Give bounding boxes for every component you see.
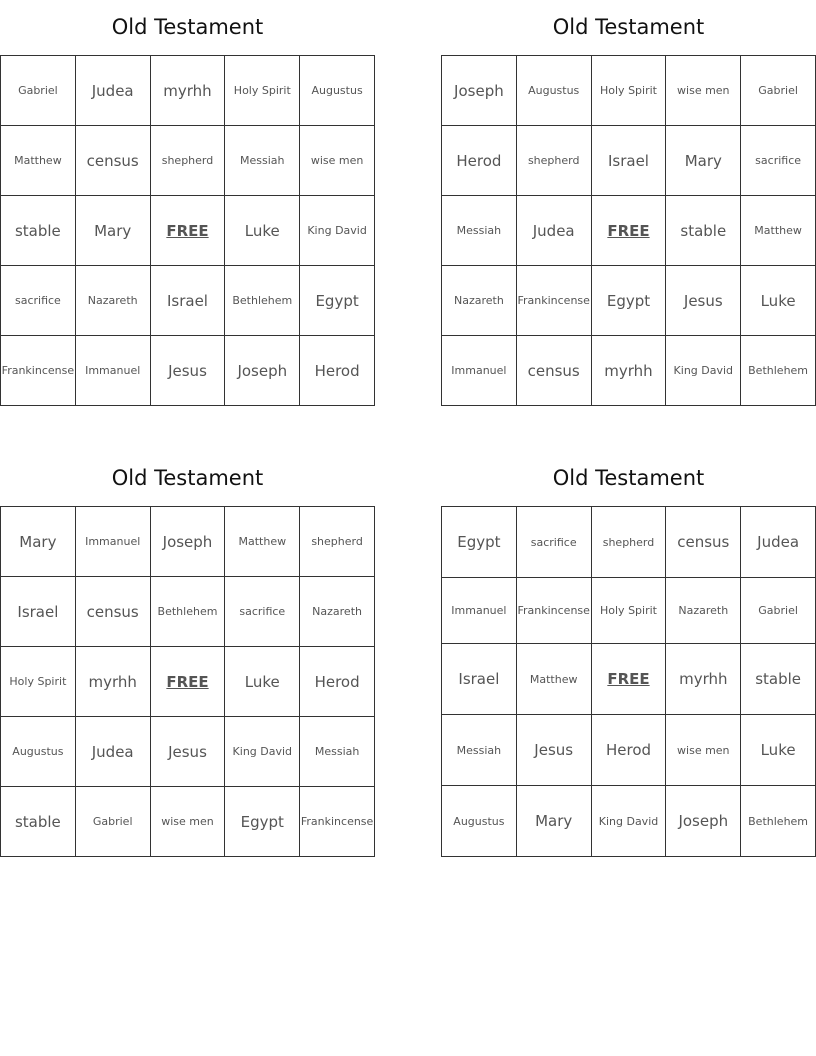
bingo-cell: sacrifice (741, 126, 816, 196)
bingo-cell: Matthew (225, 507, 300, 577)
bingo-cell: Luke (225, 196, 300, 266)
bingo-cell: stable (666, 196, 741, 266)
bingo-cell: Matthew (741, 196, 816, 266)
bingo-cell: stable (1, 787, 76, 857)
bingo-cell: Egypt (300, 266, 375, 336)
bingo-cell: Mary (517, 786, 592, 857)
bingo-cell: Jesus (517, 715, 592, 786)
bingo-cell: Mary (1, 507, 76, 577)
bingo-card-4 (441, 451, 816, 857)
bingo-cell: sacrifice (225, 577, 300, 647)
bingo-cell: myrhh (666, 644, 741, 715)
bingo-cell: shepherd (151, 126, 226, 196)
bingo-cell: Frankincense (517, 578, 592, 644)
bingo-cell: sacrifice (1, 266, 76, 336)
bingo-cell: Mary (666, 126, 741, 196)
bingo-cell: Joseph (442, 56, 517, 126)
bingo-cell: Gabriel (741, 56, 816, 126)
bingo-cell: Holy Spirit (225, 56, 300, 126)
bingo-cell: Israel (442, 644, 517, 715)
bingo-cell: Messiah (442, 715, 517, 786)
card-title: Old Testament (111, 15, 264, 39)
bingo-cell: Matthew (517, 644, 592, 715)
bingo-grid (0, 506, 375, 857)
bingo-cell: Matthew (1, 126, 76, 196)
free-space: FREE (592, 644, 667, 715)
bingo-cell: wise men (300, 126, 375, 196)
bingo-cell: Joseph (666, 786, 741, 857)
bingo-cell: Augustus (300, 56, 375, 126)
bingo-card-3 (0, 451, 375, 857)
bingo-cell: Holy Spirit (592, 56, 667, 126)
bingo-cell: shepherd (300, 507, 375, 577)
bingo-cell: Joseph (225, 336, 300, 406)
bingo-cell: Israel (151, 266, 226, 336)
bingo-cell: Nazareth (666, 578, 741, 644)
bingo-cell: Bethlehem (225, 266, 300, 336)
bingo-cell: myrhh (151, 56, 226, 126)
bingo-cell: Jesus (151, 336, 226, 406)
bingo-cell: Frankincense (300, 787, 375, 857)
bingo-cell: Nazareth (76, 266, 151, 336)
bingo-cell: Bethlehem (741, 336, 816, 406)
bingo-cell: Judea (76, 56, 151, 126)
card-title: Old Testament (111, 466, 264, 490)
bingo-cell: Luke (741, 715, 816, 786)
bingo-cell: Messiah (225, 126, 300, 196)
bingo-cell: shepherd (517, 126, 592, 196)
bingo-cell: Herod (300, 336, 375, 406)
bingo-cell: shepherd (592, 507, 667, 578)
card-title: Old Testament (552, 466, 705, 490)
bingo-card-2 (441, 0, 816, 406)
bingo-cell: Holy Spirit (1, 647, 76, 717)
bingo-cell: King David (225, 717, 300, 787)
bingo-cell: Augustus (517, 56, 592, 126)
bingo-cell: sacrifice (517, 507, 592, 578)
free-space: FREE (151, 196, 226, 266)
bingo-cell: Bethlehem (741, 786, 816, 857)
bingo-cell: myrhh (76, 647, 151, 717)
bingo-cell: myrhh (592, 336, 667, 406)
bingo-cell: Egypt (592, 266, 667, 336)
bingo-cell: census (666, 507, 741, 578)
bingo-cell: Holy Spirit (592, 578, 667, 644)
bingo-cell: Frankincense (1, 336, 76, 406)
bingo-cell: Immanuel (76, 507, 151, 577)
bingo-cell: Judea (741, 507, 816, 578)
bingo-cell: census (76, 126, 151, 196)
bingo-cell: King David (592, 786, 667, 857)
bingo-cell: Jesus (666, 266, 741, 336)
bingo-cell: census (76, 577, 151, 647)
bingo-grid (0, 55, 375, 406)
bingo-cell: Immanuel (442, 336, 517, 406)
bingo-grid (441, 55, 816, 406)
bingo-grid (441, 506, 816, 857)
bingo-cell: Herod (300, 647, 375, 717)
bingo-cell: Immanuel (76, 336, 151, 406)
bingo-cell: Bethlehem (151, 577, 226, 647)
bingo-cell: Egypt (442, 507, 517, 578)
bingo-cell: King David (666, 336, 741, 406)
card-title: Old Testament (552, 15, 705, 39)
bingo-cell: Frankincense (517, 266, 592, 336)
bingo-cell: Gabriel (76, 787, 151, 857)
bingo-cell: stable (741, 644, 816, 715)
bingo-cell: census (517, 336, 592, 406)
bingo-cell: Nazareth (442, 266, 517, 336)
bingo-cell: Herod (442, 126, 517, 196)
bingo-cell: Mary (76, 196, 151, 266)
bingo-cell: Messiah (300, 717, 375, 787)
bingo-cell: Jesus (151, 717, 226, 787)
bingo-cell: Israel (592, 126, 667, 196)
bingo-cell: Nazareth (300, 577, 375, 647)
bingo-cell: Messiah (442, 196, 517, 266)
bingo-cell: Augustus (442, 786, 517, 857)
bingo-cell: Gabriel (1, 56, 76, 126)
bingo-cell: Luke (741, 266, 816, 336)
bingo-cell: stable (1, 196, 76, 266)
bingo-cell: Augustus (1, 717, 76, 787)
bingo-cell: Israel (1, 577, 76, 647)
bingo-cell: Egypt (225, 787, 300, 857)
bingo-cell: Gabriel (741, 578, 816, 644)
bingo-cell: Judea (517, 196, 592, 266)
bingo-cell: Immanuel (442, 578, 517, 644)
bingo-cell: wise men (151, 787, 226, 857)
free-space: FREE (592, 196, 667, 266)
bingo-cell: Luke (225, 647, 300, 717)
bingo-cell: King David (300, 196, 375, 266)
bingo-cell: Herod (592, 715, 667, 786)
bingo-cell: wise men (666, 715, 741, 786)
bingo-card-1 (0, 0, 375, 406)
bingo-cell: Judea (76, 717, 151, 787)
bingo-cell: Joseph (151, 507, 226, 577)
free-space: FREE (151, 647, 226, 717)
bingo-cell: wise men (666, 56, 741, 126)
